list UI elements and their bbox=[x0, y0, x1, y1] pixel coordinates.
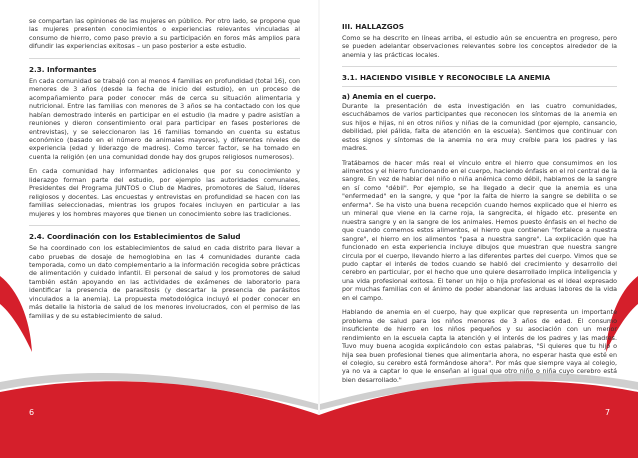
subsection-a-paragraph-3: Hablando de anemia en el cuerpo, hay que explicar que representa un importante problema de salud para los niños menores de 3 años de edad. El consumo insuficiente de hierro en los niños pequeños y su asociación con un menor rendimiento en la escuela capta la atención y el interés de los padres y las madres. Tuvo muy buena acogida explicándolo con estas palabras, "Si quieres que tu hijo o hija sea buen profesional tienes que alimentarla ahora, no esperar hasta que esté en el colegio, su cerebro está formándose ahora". Por más que siempre vaya al colegio, ya no va a captar lo que le enseñan al igual que otro niño o niña cuyo cerebro está bien desarrollado." bbox=[342, 309, 617, 384]
left-page-number: 6 bbox=[29, 408, 35, 417]
section-3-paragraph-1: Como se ha descrito en líneas arriba, el estudio aún se encuentra en progreso, pero se pueden adelantar observaciones relevantes sobre los conceptos alrededor de la anemia y las prácticas locales. bbox=[342, 35, 617, 59]
section-3-heading: III. HALLAZGOS bbox=[342, 22, 404, 31]
section-2-4-heading: 2.4. Coordinación con los Establecimientos de Salud bbox=[29, 232, 241, 242]
subsection-a-heading: a) Anemia en el cuerpo. bbox=[342, 93, 436, 102]
section-divider bbox=[29, 225, 300, 226]
right-page-column bbox=[342, 22, 617, 391]
section-2-4-paragraph-1: Se ha coordinado con los establecimientos de salud en cada distrito para llevar a cabo pruebas de dosaje de hemoglobina en las 4 comunidades durante cada temporada, como un dato complementario a la información recogida sobre prácticas de alimentación y cuidado infantil. El personal de salud y los promotores de salud también están apoyando en las actividades de exámenes de laboratorio para identificar la presencia de parasitosis (y descartar la presencia de parásitos vinculados a la anemia). La propuesta metodológica incluyó el poder conocer en más detalle la historia de salud de los menores involucrados, con el permiso de las familias y de su establecimiento de salud. bbox=[29, 245, 300, 320]
section-divider bbox=[342, 66, 617, 67]
right-page-number: 7 bbox=[605, 408, 611, 417]
subsection-a-paragraph-2: Tratábamos de hacer más real el vínculo entre el hierro que consumimos en los alimentos y el hierro funcionando en el cuerpo, haciendo énfasis en el rol central de la sangre. En vez de hablar del niño o niña anémica como débil, hablamos de la sangre en sí como "débil". Por ejemplo, se ha llegado a decir que la anemia es una "enfermedad" en la sangre, y que "por la falta de hierro la sangre se debilita o se enferma". Se ha visto una buena recepción cuando hemos explicado que el hierro es un mineral que viene en la carne roja, la sangrecita, el hígado etc. presente en nuestra sangre y en la sangre de los animales. Hemos puesto énfasis en el hecho de que cuando comemos estos alimentos, el hierro que contienen "fortalece a nuestra sangre", el hierro en los alimentos "pasa a nuestra sangre". La explicación que ha funcionado en esta experiencia incluye dibujos que muestran que nuestra sangre circula por el cuerpo, llevando hierro a las diferentes partes del cuerpo. Vimos que se pudo captar el interés de todos cuando se habló del crecimiento y desarrollo del cerebro en particular, por el hecho que uno quiere desarrollado implica inteligencia y una vida profesional exitosa. El tener un hijo o hija profesional es el ideal expresado por muchas familias con el ánimo de poder abandonar las arduas labores de la vida en el campo. bbox=[342, 159, 618, 302]
section-2-3-paragraph-1: En cada comunidad se trabajó con al menos 4 familias en profundidad (total 16), con menores de 3 años (desde la fecha de inicio del estudio), en un proceso de acompañamiento para poder conocer más de cerca su situación alimentaria y nutricional. Entre las familias con menores de 3 años se ha contactado con los que habían demostrado interés en participar en el estudio (la madre y padre asistían a reuniones y dieron consentimiento oral para participar en fases posteriores de entrevistas), y se seleccionaron las 16 familias tomando en cuenta su estatus económico (basado en el número de animales mayores), y diferentes niveles de experiencia (edad y liderazgo de madres). Como tercer factor, se ha tomado en cuenta la religión (en una comunidad donde hay dos grupos religiosos numerosos). bbox=[29, 77, 300, 161]
section-divider bbox=[342, 86, 617, 87]
section-divider bbox=[29, 58, 300, 59]
section-2-3-paragraph-2: En cada comunidad hay informantes adicionales que por su conocimiento y liderazgo forman parte del estudio, por ejemplo las autoridades comunales, Presidentes del Programa JUNTOS o Club de Madres, promotores de Salud, líderes religiosos y docentes. Las encuestas y entrevistas en profundidad se hacen con las familias seleccionadas, mientras los grupos focales incluyen en particular a las mujeres y los hombres mayores que tienen un conocimiento sobre las tradiciones. bbox=[29, 168, 300, 218]
section-3-1-heading: 3.1. HACIENDO VISIBLE Y RECONOCIBLE LA ANEMIA bbox=[342, 73, 551, 83]
left-intro-paragraph: se compartan las opiniones de las mujeres en público. Por otro lado, se propone que las mujeres presenten conocimientos o experiencias relevantes vinculadas al consumo de hierro, como paso previo a su participación en foros más amplios para difundir las experiencias exitosas – un paso posterior a este estudio. bbox=[29, 18, 300, 51]
subsection-a-paragraph-1: Durante la presentación de esta investigación en las cuatro comunidades, escuchábamos de varios participantes que reconocen los síntomas de la anemia en sus hijos e hijas, ni en otros niños y niñas de la comunidad (por ejemplo, cansancio, debilidad, piel pálida, falta de atención en la escuela). Sentimos que continuar con estos signos y síntomas de la anemia no era muy creíble para los padres y las madres. bbox=[342, 102, 617, 153]
left-page-column bbox=[29, 18, 300, 327]
section-2-3-heading: 2.3. Informantes bbox=[29, 64, 97, 74]
